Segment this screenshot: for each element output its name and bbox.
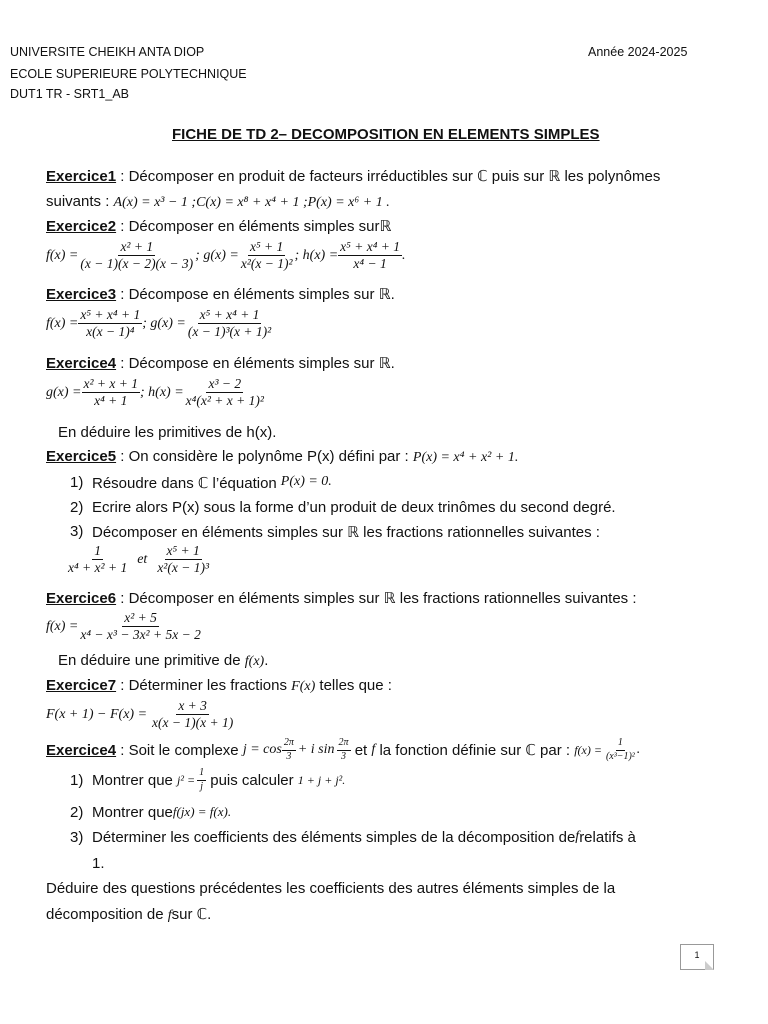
exercise-8-text2: et [350,741,372,759]
exercise-6-text: : Décomposer en éléments simples sur ℝ les fractions rationnelles suivantes : [116,590,637,607]
item-text2: relatifs à [579,829,636,846]
numerator: x² + x + 1 [82,377,141,393]
denominator: (x³−1)² [605,750,635,762]
conclusion-line1: Déduire des questions précédentes les coefficients des autres éléments simples de la [46,880,616,897]
denominator: (x − 1)³(x + 1)² [187,324,272,340]
numerator: 2π [337,738,351,751]
item-number: 3) [70,523,84,540]
plus-isin: + i sin [297,742,335,757]
g-lhs: g(x) = [46,384,82,400]
g-fraction [239,240,295,271]
item-number: 2) [70,804,84,821]
exercise-5-item-2 [70,499,616,516]
numerator: 1 [616,738,625,751]
exercise-1-text2: suivants : [46,193,114,210]
period: . [402,247,406,263]
exercise-1-formula: A(x) = x³ − 1 ;C(x) = x⁸ + x⁴ + 1 ;P(x) = x⁶ + 1 . [113,195,390,210]
exercise-6-label: Exercice6 [46,590,117,607]
h-lhs: ; h(x) = [140,384,184,400]
exercise-2-line [46,217,391,235]
school-name: ECOLE SUPERIEURE POLYTECHNIQUE [10,67,247,81]
denominator: 3 [341,750,347,762]
item-formula2: 1 + j + j². [297,772,346,787]
exercise-5-text: : On considère le polynôme P(x) défini par : [116,448,413,465]
j-definition: j = cos [242,742,282,757]
numerator: x⁵ + 1 [165,544,202,560]
item-formula: f(jx) = f(x). [172,804,232,819]
denominator: x(x − 1)⁴ [86,324,135,340]
exercise-6-equation [46,611,203,642]
page-number-box [680,944,714,970]
exercise-3-line [46,285,395,303]
numerator: x⁵ + x⁴ + 1 [78,308,142,324]
exercise-3-text: : Décompose en éléments simples sur ℝ. [116,286,395,303]
exercise-5-item-3 [70,523,600,541]
g-lhs: ; g(x) = [195,247,239,263]
f-lhs: f(x) = [46,315,79,331]
item-number: 3) [70,829,84,846]
numerator: 2π [282,738,296,751]
exercise-7-formula: F(x) [291,679,316,694]
f-lhs: f(x) = [574,742,602,757]
item-text2: puis calculer [206,771,298,789]
angle-fraction [282,738,296,762]
exercise-5-line [46,448,518,466]
exercise-7-text-end: telles que : [315,677,392,694]
exercise-5-formula: P(x) = x⁴ + x² + 1. [412,450,519,465]
f-fraction [604,738,637,762]
conjunction-et: et [137,551,148,567]
item-text: Résoudre dans ℂ l’équation [92,475,277,492]
f-lhs: F(x + 1) − F(x) = [46,706,148,722]
exercise-4-equations [46,377,266,408]
exercise-8-item-2 [70,804,231,821]
numerator: x² + 5 [122,611,159,627]
exercise-2-equations [46,240,406,271]
exercise-4-label: Exercice4 [46,355,117,372]
page-curl-icon [705,961,714,970]
exercise-6-followup [58,652,268,670]
angle-fraction-2 [337,738,351,762]
denominator: x(x − 1)(x + 1) [152,715,234,731]
item-formula: P(x) = 0. [280,474,332,489]
g-lhs: ; g(x) = [142,315,186,331]
exercise-8-item-1 [70,768,345,792]
followup-text: En déduire une primitive de [58,652,245,669]
exercise-5-label: Exercice5 [46,448,117,465]
denominator: x⁴ − x³ − 3x² + 5x − 2 [80,627,201,643]
f-symbol: f [575,829,580,844]
f-lhs: f(x) = [46,618,79,634]
exercise-1-line1 [46,167,660,185]
item-number: 1) [70,771,84,789]
exercise-1-label: Exercice1 [46,168,117,185]
g-fraction [82,377,141,408]
denominator: x⁴ − 1 [353,256,387,272]
one-over-j [197,768,206,792]
exercise-8-item-3-cont: 1. [92,855,105,872]
exercise-7-line [46,677,392,695]
numerator: x⁵ + x⁴ + 1 [338,240,402,256]
denominator: x²(x − 1)² [240,256,293,272]
f-fraction [78,240,195,271]
item-text: Montrer que [92,771,178,789]
numerator: x⁵ + x⁴ + 1 [198,308,262,324]
h-fraction [184,377,266,408]
numerator: 1 [92,544,103,560]
exercise-1-line2 [46,193,390,211]
conclusion-line2 [46,905,211,924]
numerator: x⁵ + 1 [248,240,285,256]
denominator: j [200,780,203,792]
denominator: x⁴(x² + x + 1)² [185,393,264,409]
exercise-4-followup: En déduire les primitives de h(x). [58,424,277,441]
academic-year: Année 2024-2025 [588,45,688,59]
conclusion-text2: sur ℂ. [171,906,212,923]
f-fraction [78,611,202,642]
followup-formula: f(x) [244,654,265,669]
numerator: x + 3 [176,699,209,715]
item-formula: j² = [177,772,196,787]
class-name: DUT1 TR - SRT1_AB [10,87,130,101]
exercise-7-label: Exercice7 [46,677,117,694]
exercise-7-text: : Déterminer les fractions [116,677,292,694]
exercise-6-line [46,589,637,607]
followup-end: . [264,652,269,669]
item-text: Déterminer les coefficients des éléments simples de la décomposition de [92,829,576,846]
fraction-2 [155,544,211,575]
f-symbol: f [167,908,172,923]
exercise-7-equation [46,699,235,730]
f-lhs: f(x) = [46,247,79,263]
exercise-1-text: : Décomposer en produit de facteurs irréductibles sur ℂ puis sur ℝ les polynômes [116,168,661,185]
item-number: 1) [70,474,84,491]
fraction-1 [66,544,129,575]
denominator: 3 [286,750,292,762]
exercise-3-equations [46,308,273,339]
exercise-4-line [46,354,395,372]
exercise-8-text1: : Soit le complexe [116,741,243,759]
f-symbol: f [371,742,376,757]
exercise-5-item-1 [70,474,332,492]
numerator: x² + 1 [118,240,155,256]
exercise-8-label: Exercice4 [46,741,117,759]
denominator: (x − 1)(x − 2)(x − 3) [80,256,194,272]
h-lhs: ; h(x) = [294,247,339,263]
numerator: 1 [197,768,206,781]
denominator: x²(x − 1)³ [157,560,209,576]
item-text: Ecrire alors P(x) sous la forme d’un produit de deux trinômes du second degré. [92,499,616,516]
item-text: Décomposer en éléments simples sur ℝ les fractions rationnelles suivantes : [92,524,600,541]
f-fraction [150,699,235,730]
denominator: x⁴ + 1 [94,393,128,409]
item-number: 2) [70,499,84,516]
exercise-4-text: : Décompose en éléments simples sur ℝ. [116,355,395,372]
exercise-8-line [46,738,640,762]
period: . [636,742,641,757]
page-title: FICHE DE TD 2– DECOMPOSITION EN ELEMENTS SIMPLES [172,126,600,143]
numerator: x³ − 2 [206,377,243,393]
item-text: Montrer que [92,804,173,821]
exercise-8-text3: la fonction définie sur ℂ par : [375,742,575,759]
f-fraction [78,308,142,339]
exercise-2-text: : Décomposer en éléments simples surℝ [116,218,392,235]
exercise-5-fractions [66,544,211,575]
g-fraction [186,308,273,339]
exercise-3-label: Exercice3 [46,286,117,303]
conclusion-text: décomposition de [46,906,168,923]
denominator: x⁴ + x² + 1 [68,560,128,576]
h-fraction [338,240,402,271]
exercise-2-label: Exercice2 [46,218,117,235]
exercise-8-item-3 [70,829,636,846]
university-name: UNIVERSITE CHEIKH ANTA DIOP [10,45,205,59]
page-number: 1 [694,950,700,960]
